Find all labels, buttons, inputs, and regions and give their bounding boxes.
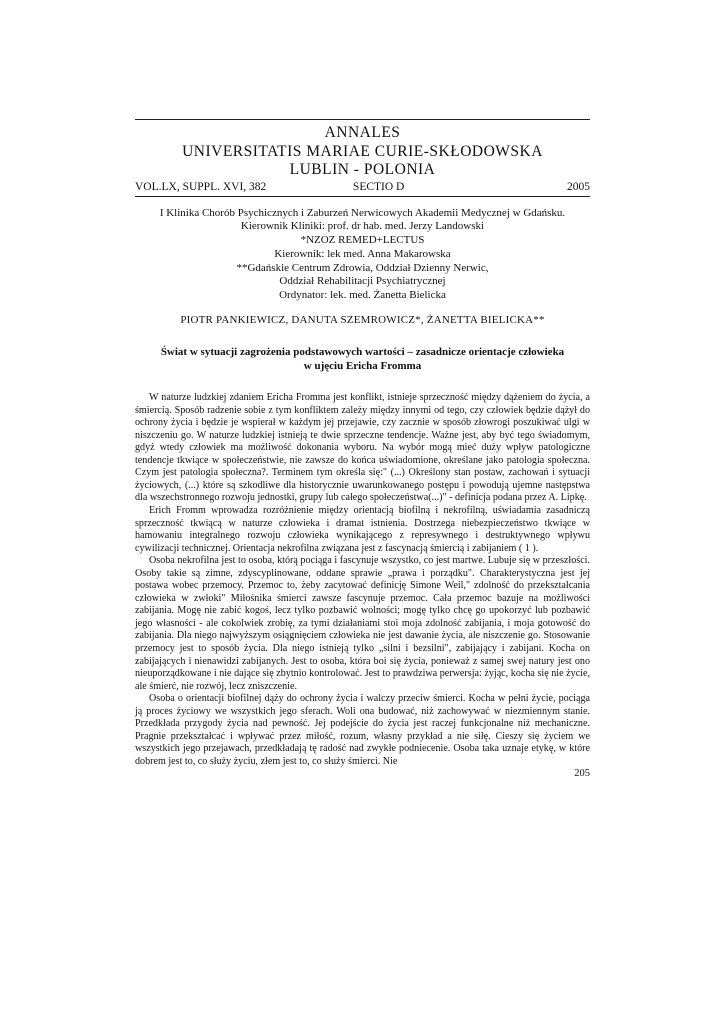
title-line: Świat w sytuacji zagrożenia podstawowych wartości – zasadnicze orientacje człowieka	[160, 346, 565, 359]
affiliation-line: **Gdańskie Centrum Zdrowia, Oddział Dzienny Nerwic,	[236, 261, 489, 274]
affiliation-line: I Klinika Chorób Psychicznych i Zaburzeń Nerwicowych Akademii Medycznej w Gdańsku.	[159, 206, 566, 219]
affiliations	[135, 207, 590, 304]
journal-name-line: UNIVERSITATIS MARIAE CURIE-SKŁODOWSKA	[182, 142, 543, 160]
journal-name-line: LUBLIN - POLONIA	[289, 161, 436, 178]
body-paragraph: Osoba o orientacji biofilnej dąży do ochrony życia i walczy przeciw śmierci. Kocha w pełni życie, pociąga ją proces życiowy we wszystkich jego sferach. Woli ona budować, niż zachowywać w niezmiennym stanie. Przedkłada przygody życia nad pewność. Jej podejście do życia jest raczej funkcjonalne niż mechaniczne. Pragnie przekształcać i wpływać przez miłość, rozum, własny przykład a nie siłę. Cieszy się życiem we wszystkich jego przejawach, przedkładają tę radość nad zwykłe podniecenie. Osoba taka uznaje etykę, w które dobrem jest to, co służy życiu, złem jest to, co służy śmierci. Nie	[135, 693, 590, 767]
authors: PIOTR PANKIEWICZ, DANUTA SZEMROWICZ*, ŻANETTA BIELICKA**	[180, 314, 545, 327]
header-top-rule	[135, 119, 590, 120]
journal-header	[135, 124, 590, 180]
year-info: 2005	[566, 180, 590, 193]
journal-meta-row	[135, 181, 590, 194]
body-paragraph: W naturze ludzkiej zdaniem Ericha Fromma jest konflikt, istnieje sprzeczność między dążeniem do życia, a śmiercią. Sposób radzenie sobie z tym konfliktem zależy między innymi od tego, czy człowiek będzie dążył do ochrony życia i będzie je wspierał w każdym jej przejawie, czy zacznie w sposób złowrogi poszukiwać ulgi w niszczeniu go. W naturze ludzkiej istnieją te dwie sprzeczne tendencje. Ważne jest, aby być tego świadomym, gdyż wtedy człowiek ma możliwość dokonania wyboru. Na wybór mogą mieć duży wpływ patologiczne tendencje tkwiące w społeczeństwie, nie zawsze do końca uświadomione, określane jako patologia społeczna. Czym jest patologia społeczna?. Terminem tym określa się:" (...) Określony stan postaw, zachowań i sytuacji życiowych, (...) które są szkodliwe dla historycznie uwarunkowanego postępu i powodują ujemne następstwa dla wszechstronnego rozwoju jednostki, grupy lub całego społeczeństwa(...)" - definicja podana przez A. Lipkę.	[135, 392, 590, 504]
affiliation-line: Oddział Rehabilitacji Psychiatrycznej	[279, 275, 446, 288]
section-info: SECTIO D	[352, 180, 405, 193]
affiliation-line: Ordynator: lek. med. Żanetta Bielicka	[279, 289, 446, 302]
affiliation-line: Kierownik: lek med. Anna Makarowska	[274, 247, 451, 260]
affiliation-line: Kierownik Kliniki: prof. dr hab. med. Jerzy Landowski	[240, 220, 485, 233]
article-title	[135, 346, 590, 373]
journal-name-line: ANNALES	[324, 124, 401, 141]
volume-info: VOL.LX, SUPPL. XVI, 382	[135, 180, 267, 193]
article-body	[135, 392, 590, 768]
header-bottom-rule	[135, 196, 590, 197]
affiliation-line: *NZOZ REMED+LECTUS	[300, 234, 425, 247]
title-line: w ujęciu Ericha Fromma	[303, 359, 422, 372]
journal-page	[135, 119, 590, 780]
body-paragraph: Erich Fromm wprowadza rozróżnienie między orientacją biofilną i nekrofilną, uświadamia zasadniczą sprzeczność tkwiącą w naturze człowieka i dramat istnienia. Dostrzega niebezpieczeństwo tkwiące w hamowaniu integralnego rozwoju człowieka wynikającego z represywnego i destruktywnego wpływu cywilizacji technicznej. Orientacja nekrofilna związana jest z fascynacją śmiercią i zabijaniem ( 1 ).	[135, 505, 590, 554]
page-number: 205	[574, 768, 590, 780]
body-paragraph: Osoba nekrofilna jest to osoba, którą pociąga i fascynuje wszystko, co jest martwe. Lubuje się w przeszłości. Osoby takie są zimne, zdyscyplinowane, oddane sprawie „prawa i porządku". Charakterystyczna jest jej postawa wobec przemocy. Przemoc to, żeby zacytować definicję Simone Weil," zdolność do przekształcania człowieka w zwłoki" Miłośnika śmierci zawsze fascynuje przemoc. Cała przemoc bazuje na możliwości zabijania. Mogę nie zabić kogoś, lecz tylko pozbawić wolności; mogę tylko chcę go upokorzyć lub pozbawić jego własności - ale cokolwiek zrobię, za tymi działaniami stoi moja zdolność zabijania, i moja gotowość do zabijania. Dla niego najwyższym osiągnięciem człowieka nie jest dawanie życia, ale niszczenie go. Stosowanie przemocy jest to sposób życia. Dla niego istnieją tylko „silni i bezsilni", zabijający i zabijani. Kocha on zabijających i nienawidzi zabijanych. Jest to osoba, która boi się życia, ponieważ z samej swej natury jest ono nieuporządkowane i nie dające się zbytnio kontrolować. Jest to prawdziwa perwersja: żyjąc, kocha się nie życie, ale śmierć, nie rozwój, lecz zniszczenie.	[135, 555, 590, 692]
